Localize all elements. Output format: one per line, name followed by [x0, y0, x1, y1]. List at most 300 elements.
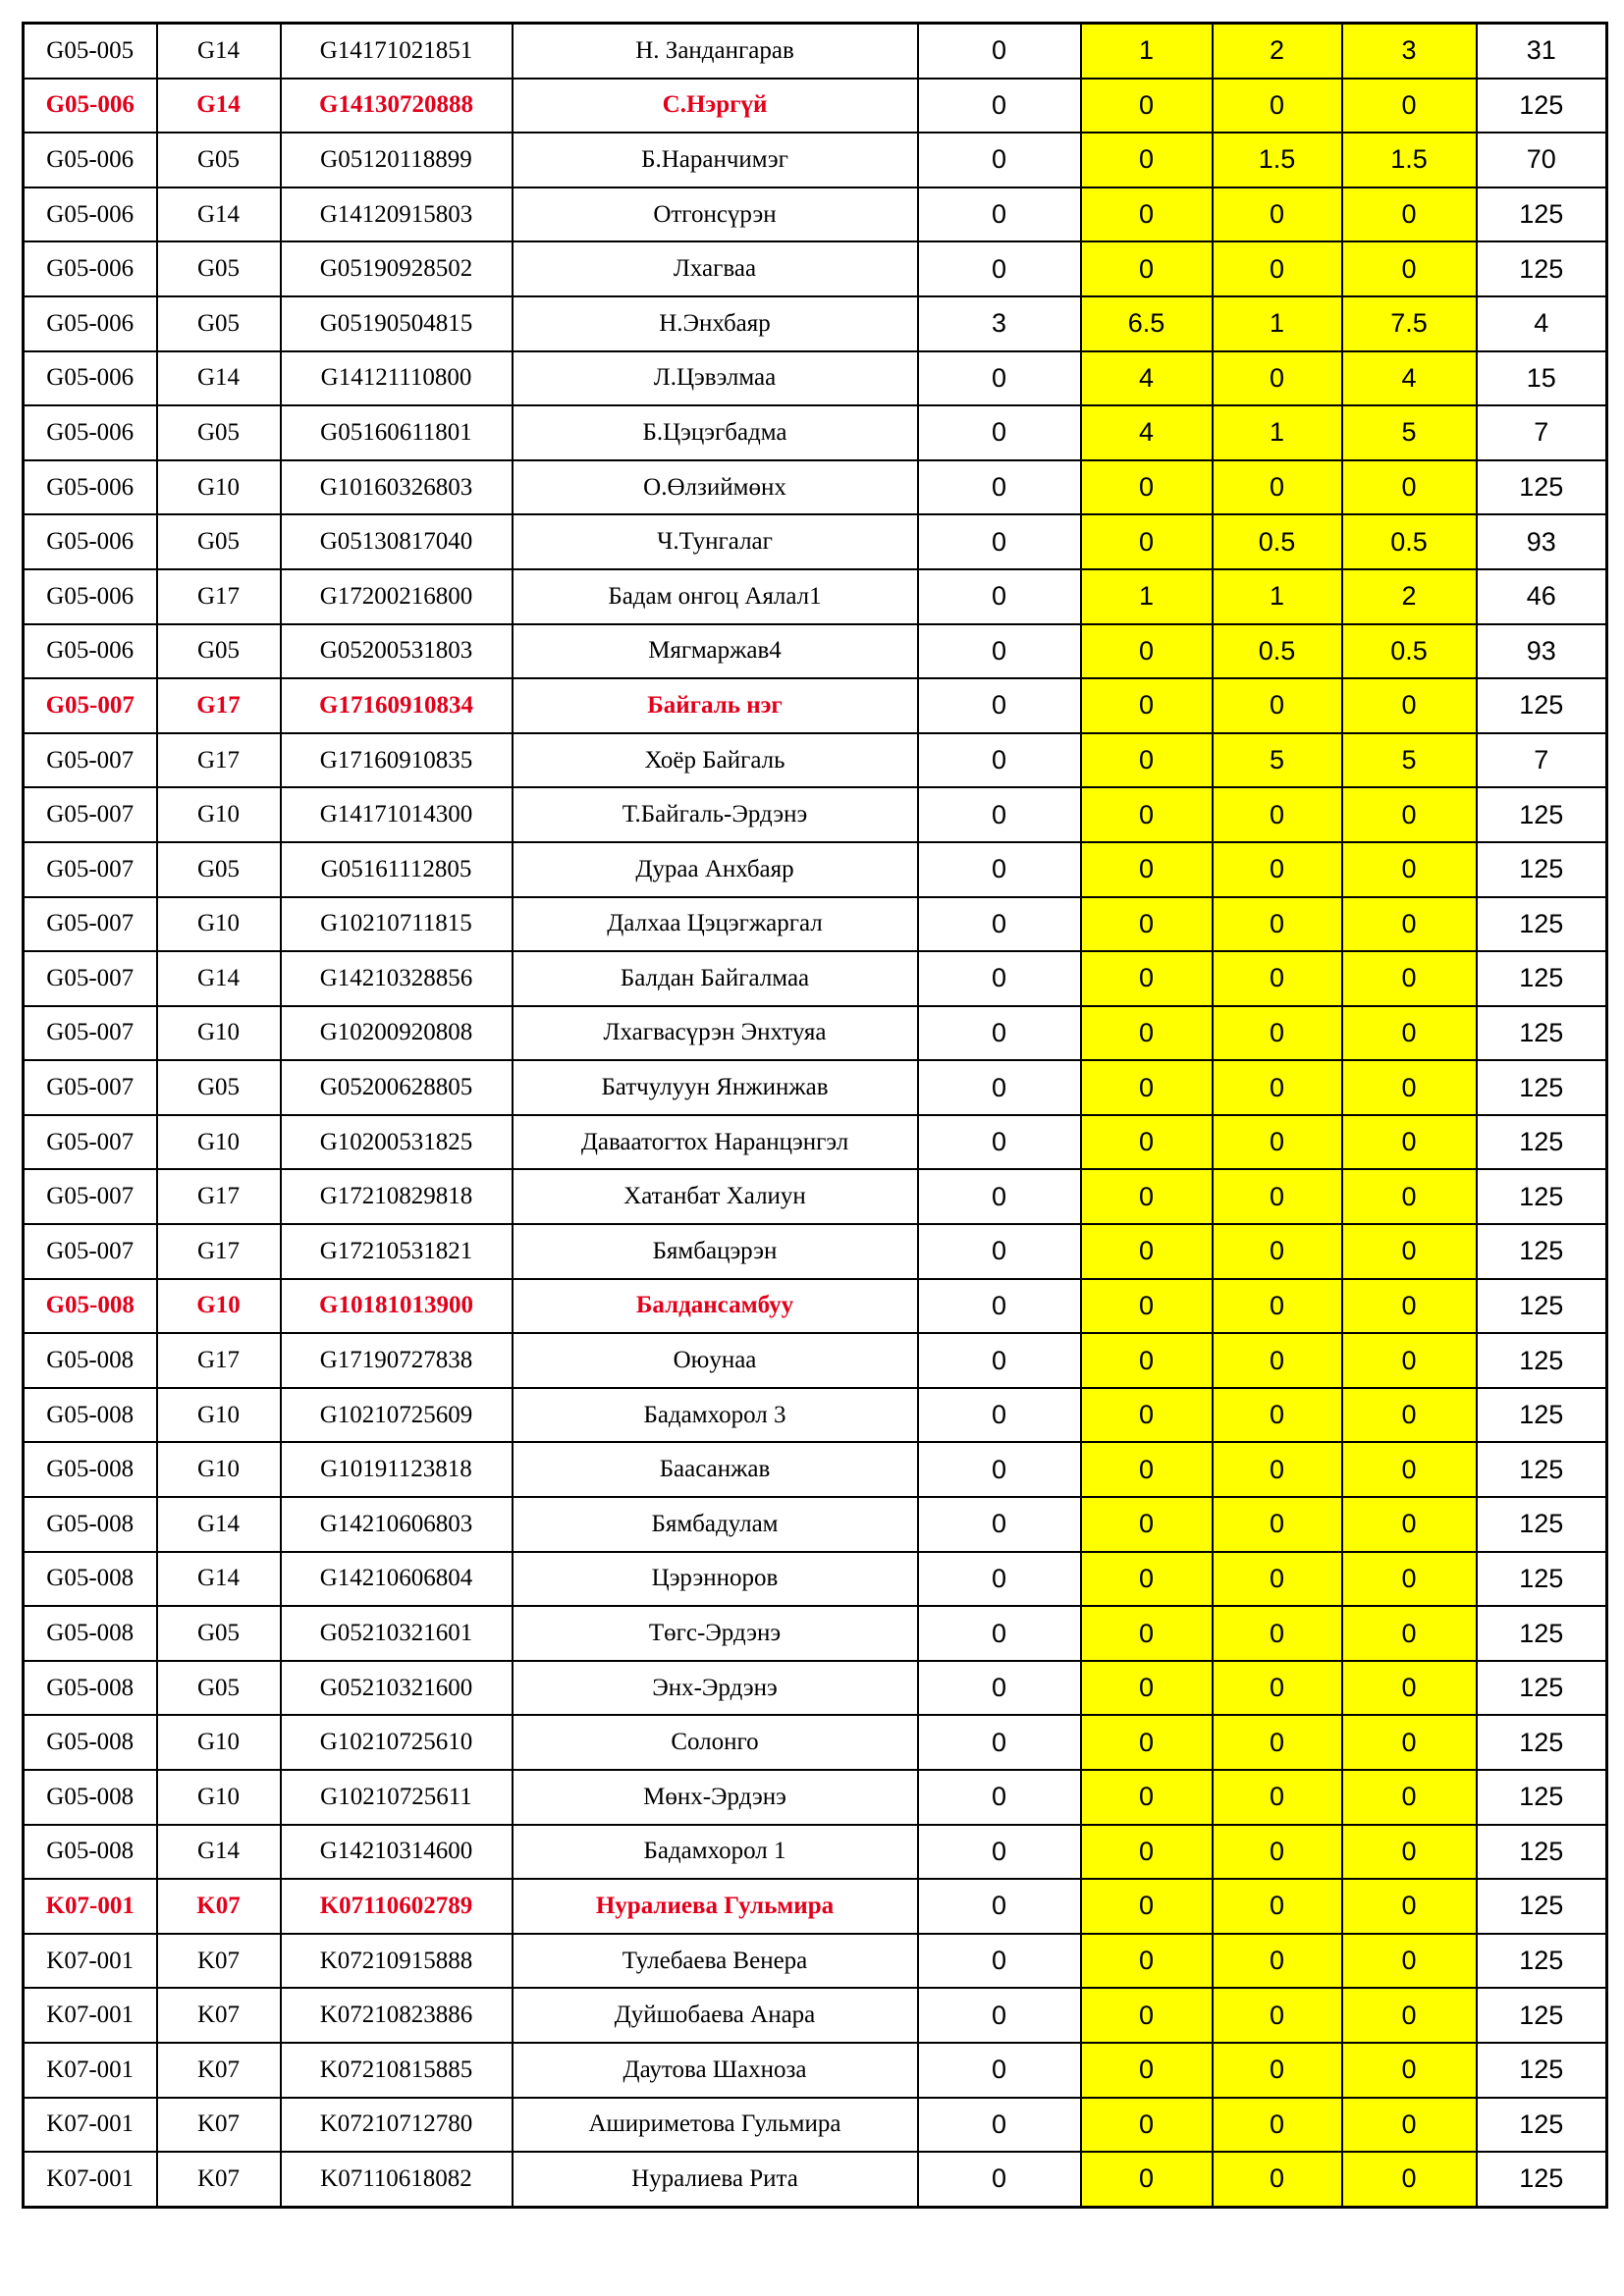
branch-code-cell: G14	[157, 24, 281, 79]
member-id-cell: K07210915888	[281, 1934, 513, 1989]
branch-code-cell: G10	[157, 1442, 281, 1497]
group-code-cell: K07-001	[24, 1934, 157, 1989]
branch-code-cell: K07	[157, 1879, 281, 1934]
member-id-cell: K07110618082	[281, 2152, 513, 2207]
member-id-cell: K07210823886	[281, 1988, 513, 2043]
value-total-cell: 0	[1342, 1606, 1477, 1661]
group-code-cell: G05-006	[24, 460, 157, 515]
member-name-cell: Оюунаа	[513, 1333, 918, 1388]
rank-cell: 125	[1477, 1279, 1607, 1334]
value-a-cell: 0	[918, 951, 1081, 1006]
value-c-cell: 0	[1213, 1006, 1342, 1061]
member-id-cell: G17200216800	[281, 569, 513, 624]
branch-code-cell: G05	[157, 842, 281, 897]
branch-code-cell: G05	[157, 1060, 281, 1115]
branch-code-cell: G14	[157, 351, 281, 406]
member-id-cell: G17190727838	[281, 1333, 513, 1388]
value-a-cell: 0	[918, 1879, 1081, 1934]
value-b-cell: 0	[1081, 514, 1213, 569]
member-name-cell: С.Нэргүй	[513, 79, 918, 133]
member-name-cell: Отгонсүрэн	[513, 187, 918, 242]
value-a-cell: 0	[918, 241, 1081, 296]
table-row	[24, 1060, 1607, 1115]
rank-cell: 125	[1477, 1825, 1607, 1880]
branch-code-cell: G05	[157, 514, 281, 569]
member-id-cell: G05200628805	[281, 1060, 513, 1115]
value-b-cell: 0	[1081, 1333, 1213, 1388]
member-id-cell: G10210725610	[281, 1715, 513, 1770]
value-total-cell: 5	[1342, 405, 1477, 460]
member-name-cell: Нуралиева Гульмира	[513, 1879, 918, 1934]
rank-cell: 125	[1477, 1934, 1607, 1989]
value-b-cell: 0	[1081, 460, 1213, 515]
value-b-cell: 1	[1081, 24, 1213, 79]
table-row-group-head	[24, 678, 1607, 733]
branch-code-cell: G17	[157, 678, 281, 733]
member-name-cell: Б.Наранчимэг	[513, 133, 918, 187]
value-a-cell: 0	[918, 514, 1081, 569]
member-name-cell: Хоёр Байгаль	[513, 733, 918, 788]
group-code-cell: G05-006	[24, 514, 157, 569]
value-a-cell: 0	[918, 2152, 1081, 2207]
value-b-cell: 0	[1081, 1715, 1213, 1770]
value-c-cell: 0	[1213, 1988, 1342, 2043]
value-b-cell: 0	[1081, 1224, 1213, 1279]
value-total-cell: 0	[1342, 187, 1477, 242]
value-total-cell: 0	[1342, 1224, 1477, 1279]
value-total-cell: 0	[1342, 1169, 1477, 1224]
member-name-cell: Мөнх-Эрдэнэ	[513, 1770, 918, 1825]
value-a-cell: 0	[918, 569, 1081, 624]
member-name-cell: Л.Цэвэлмаа	[513, 351, 918, 406]
value-c-cell: 0	[1213, 1606, 1342, 1661]
table-row	[24, 1497, 1607, 1552]
member-id-cell: G05200531803	[281, 624, 513, 679]
value-c-cell: 0	[1213, 1552, 1342, 1607]
value-c-cell: 0	[1213, 678, 1342, 733]
member-name-cell: Тулебаева Венера	[513, 1934, 918, 1989]
rank-cell: 125	[1477, 842, 1607, 897]
table-row	[24, 514, 1607, 569]
member-name-cell: О.Өлзиймөнх	[513, 460, 918, 515]
value-a-cell: 0	[918, 1388, 1081, 1443]
member-id-cell: K07210815885	[281, 2043, 513, 2098]
member-id-cell: G17160910835	[281, 733, 513, 788]
rank-cell: 125	[1477, 1224, 1607, 1279]
group-code-cell: K07-001	[24, 2152, 157, 2207]
value-b-cell: 0	[1081, 1060, 1213, 1115]
member-id-cell: G05210321600	[281, 1661, 513, 1716]
table-row	[24, 1333, 1607, 1388]
member-name-cell: Лхагваа	[513, 241, 918, 296]
value-total-cell: 0.5	[1342, 514, 1477, 569]
table-row	[24, 1661, 1607, 1716]
value-a-cell: 0	[918, 2098, 1081, 2153]
member-name-cell: Ашириметова Гульмира	[513, 2098, 918, 2153]
rank-cell: 125	[1477, 1552, 1607, 1607]
branch-code-cell: G14	[157, 1825, 281, 1880]
value-c-cell: 0	[1213, 1279, 1342, 1334]
value-total-cell: 0	[1342, 1497, 1477, 1552]
table-row	[24, 296, 1607, 351]
value-c-cell: 1.5	[1213, 133, 1342, 187]
member-id-cell: G14121110800	[281, 351, 513, 406]
table-row	[24, 1442, 1607, 1497]
group-code-cell: K07-001	[24, 1879, 157, 1934]
value-total-cell: 1.5	[1342, 133, 1477, 187]
branch-code-cell: G10	[157, 1715, 281, 1770]
rank-cell: 125	[1477, 787, 1607, 842]
value-a-cell: 0	[918, 351, 1081, 406]
value-c-cell: 0	[1213, 351, 1342, 406]
value-c-cell: 0	[1213, 1661, 1342, 1716]
value-a-cell: 0	[918, 1825, 1081, 1880]
rank-cell: 70	[1477, 133, 1607, 187]
group-code-cell: G05-008	[24, 1715, 157, 1770]
table-row	[24, 1825, 1607, 1880]
value-b-cell: 0	[1081, 624, 1213, 679]
branch-code-cell: G10	[157, 1115, 281, 1170]
table-body	[24, 24, 1607, 2208]
table-row	[24, 842, 1607, 897]
table-row	[24, 1770, 1607, 1825]
rank-cell: 125	[1477, 897, 1607, 952]
member-id-cell: G14210606804	[281, 1552, 513, 1607]
rank-cell: 7	[1477, 405, 1607, 460]
member-id-cell: K07110602789	[281, 1879, 513, 1934]
value-c-cell: 0	[1213, 1060, 1342, 1115]
member-id-cell: K07210712780	[281, 2098, 513, 2153]
value-b-cell: 0	[1081, 897, 1213, 952]
value-total-cell: 0	[1342, 2043, 1477, 2098]
value-c-cell: 0.5	[1213, 624, 1342, 679]
member-name-cell: Н. Зандангарав	[513, 24, 918, 79]
member-name-cell: Хатанбат Халиун	[513, 1169, 918, 1224]
value-c-cell: 0	[1213, 2152, 1342, 2207]
group-code-cell: G05-006	[24, 351, 157, 406]
value-c-cell: 0	[1213, 79, 1342, 133]
group-code-cell: G05-007	[24, 1169, 157, 1224]
member-name-cell: Лхагвасүрэн Энхтуяа	[513, 1006, 918, 1061]
table-row	[24, 1934, 1607, 1989]
value-c-cell: 0	[1213, 1388, 1342, 1443]
group-code-cell: G05-007	[24, 951, 157, 1006]
value-c-cell: 0	[1213, 241, 1342, 296]
group-code-cell: G05-008	[24, 1661, 157, 1716]
rank-cell: 125	[1477, 951, 1607, 1006]
value-total-cell: 7.5	[1342, 296, 1477, 351]
branch-code-cell: K07	[157, 1934, 281, 1989]
rank-cell: 125	[1477, 1988, 1607, 2043]
value-total-cell: 0.5	[1342, 624, 1477, 679]
rank-cell: 93	[1477, 514, 1607, 569]
member-id-cell: G14210314600	[281, 1825, 513, 1880]
value-b-cell: 0	[1081, 1552, 1213, 1607]
member-id-cell: G10210711815	[281, 897, 513, 952]
value-b-cell: 0	[1081, 2152, 1213, 2207]
table-row	[24, 1006, 1607, 1061]
group-code-cell: G05-008	[24, 1552, 157, 1607]
member-id-cell: G14130720888	[281, 79, 513, 133]
rank-cell: 125	[1477, 2152, 1607, 2207]
member-name-cell: Баасанжав	[513, 1442, 918, 1497]
branch-code-cell: G10	[157, 1006, 281, 1061]
group-code-cell: G05-008	[24, 1606, 157, 1661]
member-id-cell: G05130817040	[281, 514, 513, 569]
value-a-cell: 0	[918, 2043, 1081, 2098]
table-row	[24, 897, 1607, 952]
member-id-cell: G14210606803	[281, 1497, 513, 1552]
member-name-cell: Далхаа Цэцэгжаргал	[513, 897, 918, 952]
branch-code-cell: G05	[157, 1606, 281, 1661]
rank-cell: 93	[1477, 624, 1607, 679]
member-id-cell: G05210321601	[281, 1606, 513, 1661]
member-name-cell: Б.Цэцэгбадма	[513, 405, 918, 460]
table-row	[24, 1552, 1607, 1607]
value-a-cell: 0	[918, 187, 1081, 242]
value-total-cell: 0	[1342, 842, 1477, 897]
value-b-cell: 0	[1081, 1825, 1213, 1880]
value-total-cell: 0	[1342, 1661, 1477, 1716]
group-code-cell: G05-008	[24, 1770, 157, 1825]
branch-code-cell: K07	[157, 2152, 281, 2207]
rank-cell: 125	[1477, 2098, 1607, 2153]
table-row	[24, 787, 1607, 842]
rank-cell: 125	[1477, 2043, 1607, 2098]
group-code-cell: G05-006	[24, 133, 157, 187]
value-c-cell: 1	[1213, 569, 1342, 624]
value-c-cell: 0.5	[1213, 514, 1342, 569]
value-total-cell: 4	[1342, 351, 1477, 406]
value-a-cell: 0	[918, 733, 1081, 788]
table-row	[24, 2098, 1607, 2153]
value-a-cell: 0	[918, 624, 1081, 679]
rank-cell: 125	[1477, 187, 1607, 242]
value-b-cell: 6.5	[1081, 296, 1213, 351]
member-id-cell: G10200531825	[281, 1115, 513, 1170]
branch-code-cell: K07	[157, 1988, 281, 2043]
table-row	[24, 351, 1607, 406]
member-id-cell: G14210328856	[281, 951, 513, 1006]
value-total-cell: 0	[1342, 1006, 1477, 1061]
value-c-cell: 0	[1213, 1442, 1342, 1497]
member-name-cell: Даутова Шахноза	[513, 2043, 918, 2098]
group-code-cell: G05-008	[24, 1825, 157, 1880]
member-name-cell: Ч.Тунгалаг	[513, 514, 918, 569]
value-total-cell: 0	[1342, 787, 1477, 842]
value-c-cell: 0	[1213, 1497, 1342, 1552]
table-row	[24, 624, 1607, 679]
member-name-cell: Бадамхорол 3	[513, 1388, 918, 1443]
rank-cell: 125	[1477, 1442, 1607, 1497]
table-row	[24, 569, 1607, 624]
member-id-cell: G17210531821	[281, 1224, 513, 1279]
value-total-cell: 0	[1342, 897, 1477, 952]
branch-code-cell: G14	[157, 1497, 281, 1552]
value-b-cell: 0	[1081, 187, 1213, 242]
value-c-cell: 0	[1213, 787, 1342, 842]
value-total-cell: 0	[1342, 1770, 1477, 1825]
branch-code-cell: G05	[157, 405, 281, 460]
member-id-cell: G14171021851	[281, 24, 513, 79]
table-row	[24, 187, 1607, 242]
group-code-cell: G05-007	[24, 897, 157, 952]
group-code-cell: G05-007	[24, 678, 157, 733]
member-id-cell: G05160611801	[281, 405, 513, 460]
value-b-cell: 0	[1081, 1279, 1213, 1334]
member-name-cell: Мягмаржав4	[513, 624, 918, 679]
rank-cell: 31	[1477, 24, 1607, 79]
value-b-cell: 4	[1081, 351, 1213, 406]
value-total-cell: 5	[1342, 733, 1477, 788]
value-b-cell: 0	[1081, 842, 1213, 897]
group-code-cell: G05-007	[24, 842, 157, 897]
group-code-cell: G05-006	[24, 187, 157, 242]
value-c-cell: 0	[1213, 842, 1342, 897]
rank-cell: 46	[1477, 569, 1607, 624]
value-a-cell: 0	[918, 1115, 1081, 1170]
value-c-cell: 0	[1213, 2043, 1342, 2098]
group-code-cell: K07-001	[24, 2043, 157, 2098]
rank-cell: 125	[1477, 241, 1607, 296]
value-total-cell: 0	[1342, 1333, 1477, 1388]
value-a-cell: 0	[918, 678, 1081, 733]
value-a-cell: 0	[918, 133, 1081, 187]
table-row	[24, 1115, 1607, 1170]
group-code-cell: G05-007	[24, 1224, 157, 1279]
member-name-cell: Бямбацэрэн	[513, 1224, 918, 1279]
value-b-cell: 0	[1081, 1934, 1213, 1989]
value-total-cell: 0	[1342, 1388, 1477, 1443]
branch-code-cell: G14	[157, 951, 281, 1006]
branch-code-cell: G17	[157, 733, 281, 788]
rank-cell: 125	[1477, 460, 1607, 515]
value-a-cell: 0	[918, 1934, 1081, 1989]
table-row	[24, 1606, 1607, 1661]
branch-code-cell: G14	[157, 187, 281, 242]
member-id-cell: G14171014300	[281, 787, 513, 842]
branch-code-cell: G05	[157, 133, 281, 187]
table-row	[24, 2152, 1607, 2207]
value-a-cell: 0	[918, 1169, 1081, 1224]
value-b-cell: 0	[1081, 1115, 1213, 1170]
table-row	[24, 733, 1607, 788]
branch-code-cell: G17	[157, 1333, 281, 1388]
branch-code-cell: G17	[157, 1169, 281, 1224]
group-code-cell: G05-008	[24, 1279, 157, 1334]
value-b-cell: 1	[1081, 569, 1213, 624]
data-table	[22, 22, 1608, 2209]
value-c-cell: 0	[1213, 1169, 1342, 1224]
member-id-cell: G05120118899	[281, 133, 513, 187]
value-a-cell: 3	[918, 296, 1081, 351]
value-total-cell: 0	[1342, 1879, 1477, 1934]
rank-cell: 4	[1477, 296, 1607, 351]
value-c-cell: 0	[1213, 460, 1342, 515]
value-c-cell: 0	[1213, 1825, 1342, 1880]
member-name-cell: Бадам онгоц Аялал1	[513, 569, 918, 624]
group-code-cell: G05-006	[24, 79, 157, 133]
table-row	[24, 133, 1607, 187]
branch-code-cell: G10	[157, 1279, 281, 1334]
branch-code-cell: G14	[157, 79, 281, 133]
value-total-cell: 0	[1342, 1552, 1477, 1607]
member-name-cell: Т.Байгаль-Эрдэнэ	[513, 787, 918, 842]
table-row	[24, 405, 1607, 460]
group-code-cell: K07-001	[24, 2098, 157, 2153]
value-total-cell: 0	[1342, 951, 1477, 1006]
rank-cell: 125	[1477, 1497, 1607, 1552]
branch-code-cell: G10	[157, 1388, 281, 1443]
group-code-cell: G05-008	[24, 1497, 157, 1552]
group-code-cell: G05-006	[24, 569, 157, 624]
branch-code-cell: K07	[157, 2098, 281, 2153]
member-id-cell: G10210725611	[281, 1770, 513, 1825]
rank-cell: 125	[1477, 1715, 1607, 1770]
value-a-cell: 0	[918, 1770, 1081, 1825]
branch-code-cell: G10	[157, 460, 281, 515]
table-row	[24, 2043, 1607, 2098]
value-total-cell: 0	[1342, 2098, 1477, 2153]
table-row	[24, 460, 1607, 515]
rank-cell: 125	[1477, 1115, 1607, 1170]
branch-code-cell: G10	[157, 787, 281, 842]
value-total-cell: 0	[1342, 1715, 1477, 1770]
rank-cell: 125	[1477, 1606, 1607, 1661]
value-c-cell: 0	[1213, 1770, 1342, 1825]
member-id-cell: G05161112805	[281, 842, 513, 897]
member-id-cell: G10181013900	[281, 1279, 513, 1334]
branch-code-cell: G17	[157, 1224, 281, 1279]
value-b-cell: 0	[1081, 787, 1213, 842]
value-total-cell: 0	[1342, 460, 1477, 515]
value-total-cell: 0	[1342, 678, 1477, 733]
value-b-cell: 0	[1081, 678, 1213, 733]
value-a-cell: 0	[918, 1606, 1081, 1661]
branch-code-cell: G17	[157, 569, 281, 624]
branch-code-cell: G10	[157, 897, 281, 952]
value-a-cell: 0	[918, 897, 1081, 952]
value-c-cell: 0	[1213, 1879, 1342, 1934]
table-row-group-head	[24, 1279, 1607, 1334]
rank-cell: 125	[1477, 678, 1607, 733]
value-c-cell: 1	[1213, 405, 1342, 460]
member-name-cell: Энх-Эрдэнэ	[513, 1661, 918, 1716]
member-name-cell: Байгаль нэг	[513, 678, 918, 733]
member-name-cell: Батчулуун Янжинжав	[513, 1060, 918, 1115]
branch-code-cell: G10	[157, 1770, 281, 1825]
value-a-cell: 0	[918, 1442, 1081, 1497]
value-c-cell: 5	[1213, 733, 1342, 788]
value-b-cell: 0	[1081, 2098, 1213, 2153]
value-a-cell: 0	[918, 1988, 1081, 2043]
branch-code-cell: G05	[157, 296, 281, 351]
value-total-cell: 0	[1342, 1442, 1477, 1497]
table-row	[24, 1988, 1607, 2043]
group-code-cell: G05-005	[24, 24, 157, 79]
value-total-cell: 0	[1342, 241, 1477, 296]
value-b-cell: 0	[1081, 241, 1213, 296]
value-total-cell: 0	[1342, 1279, 1477, 1334]
value-c-cell: 0	[1213, 1333, 1342, 1388]
group-code-cell: G05-007	[24, 787, 157, 842]
branch-code-cell: K07	[157, 2043, 281, 2098]
value-a-cell: 0	[918, 1715, 1081, 1770]
value-total-cell: 0	[1342, 1115, 1477, 1170]
table-row	[24, 951, 1607, 1006]
value-b-cell: 0	[1081, 1988, 1213, 2043]
member-id-cell: G05190928502	[281, 241, 513, 296]
